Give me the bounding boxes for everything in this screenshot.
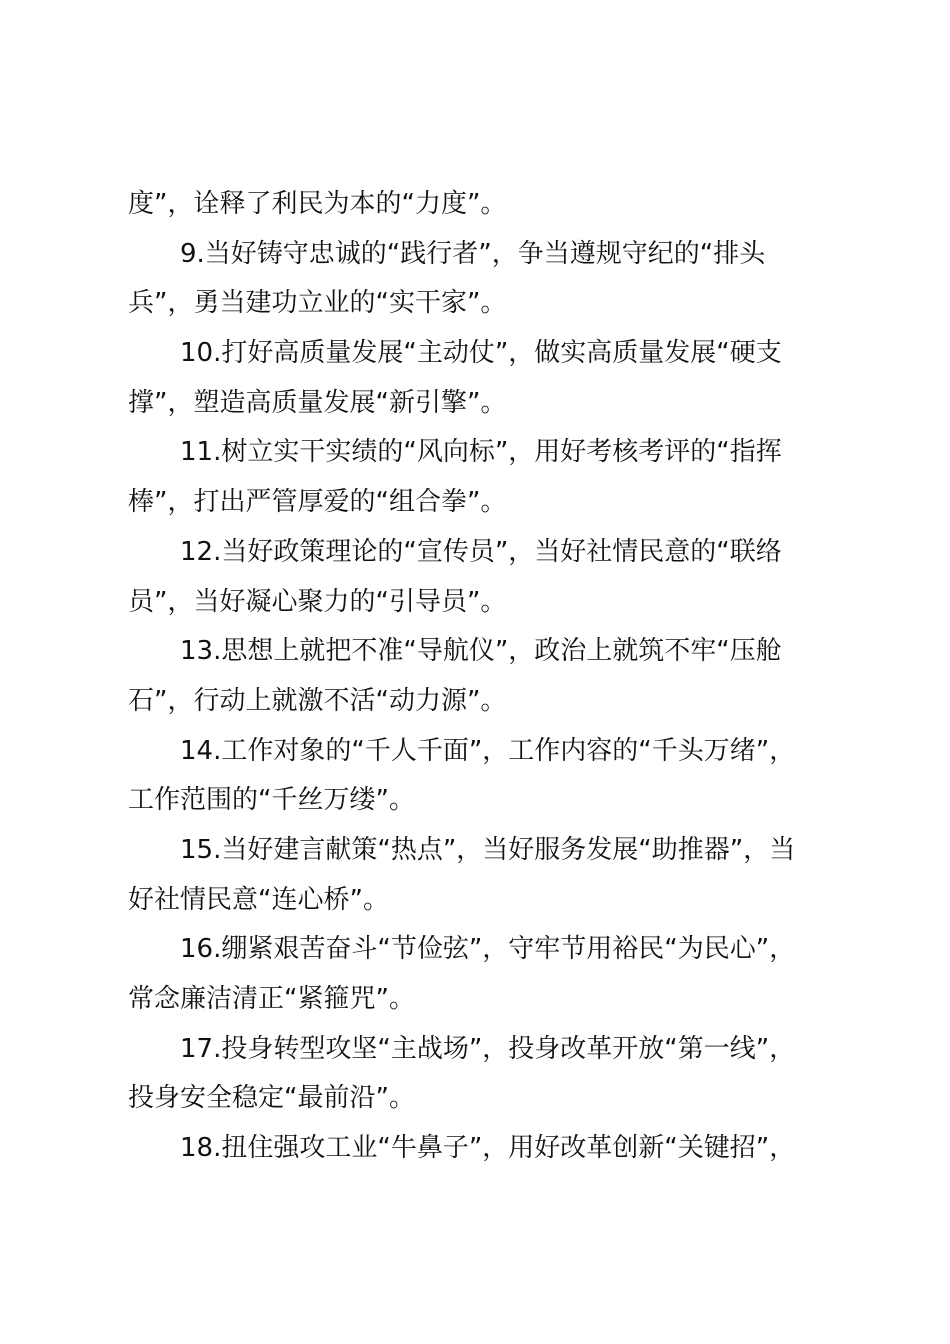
text-line: 兵”，勇当建功立业的“实干家”。 xyxy=(128,288,507,319)
text-line: 17.投身转型攻坚“主战场”，投身改革开放“第一线”， xyxy=(180,1033,796,1064)
text-line: 13.思想上就把不准“导航仪”，政治上就筑不牢“压舱 xyxy=(180,636,782,667)
text-line: 10.打好高质量发展“主动仗”，做实高质量发展“硬支 xyxy=(180,338,782,369)
text-line: 11.树立实干实绩的“风向标”，用好考核考评的“指挥 xyxy=(180,437,782,468)
text-line: 投身安全稳定“最前沿”。 xyxy=(128,1083,415,1114)
text-line: 棒”，打出严管厚爱的“组合拳”。 xyxy=(128,487,507,518)
text-line: 撑”，塑造高质量发展“新引擎”。 xyxy=(128,387,507,418)
text-line: 15.当好建言献策“热点”，当好服务发展“助推器”，当 xyxy=(180,834,796,865)
text-line: 石”，行动上就激不活“动力源”。 xyxy=(128,685,507,716)
text-line: 18.扭住强攻工业“牛鼻子”，用好改革创新“关键招”， xyxy=(180,1133,796,1164)
text-line: 12.当好政策理论的“宣传员”，当好社情民意的“联络 xyxy=(180,536,782,567)
text-line: 14.工作对象的“千人千面”，工作内容的“千头万绪”， xyxy=(180,735,796,766)
text-line: 常念廉洁清正“紧箍咒”。 xyxy=(128,984,415,1014)
text-line: 16.绷紧艰苦奋斗“节俭弦”，守牢节用裕民“为民心”， xyxy=(180,934,796,965)
document-body xyxy=(128,180,836,1174)
text-line: 9.当好铸守忠诚的“践行者”，争当遵规守纪的“排头 xyxy=(180,238,766,269)
text-line: 度”，诠释了利民为本的“力度”。 xyxy=(128,189,507,219)
text-line: 好社情民意“连心桥”。 xyxy=(128,884,389,915)
text-line: 工作范围的“千丝万缕”。 xyxy=(128,785,415,816)
text-line: 员”，当好凝心聚力的“引导员”。 xyxy=(128,586,507,617)
